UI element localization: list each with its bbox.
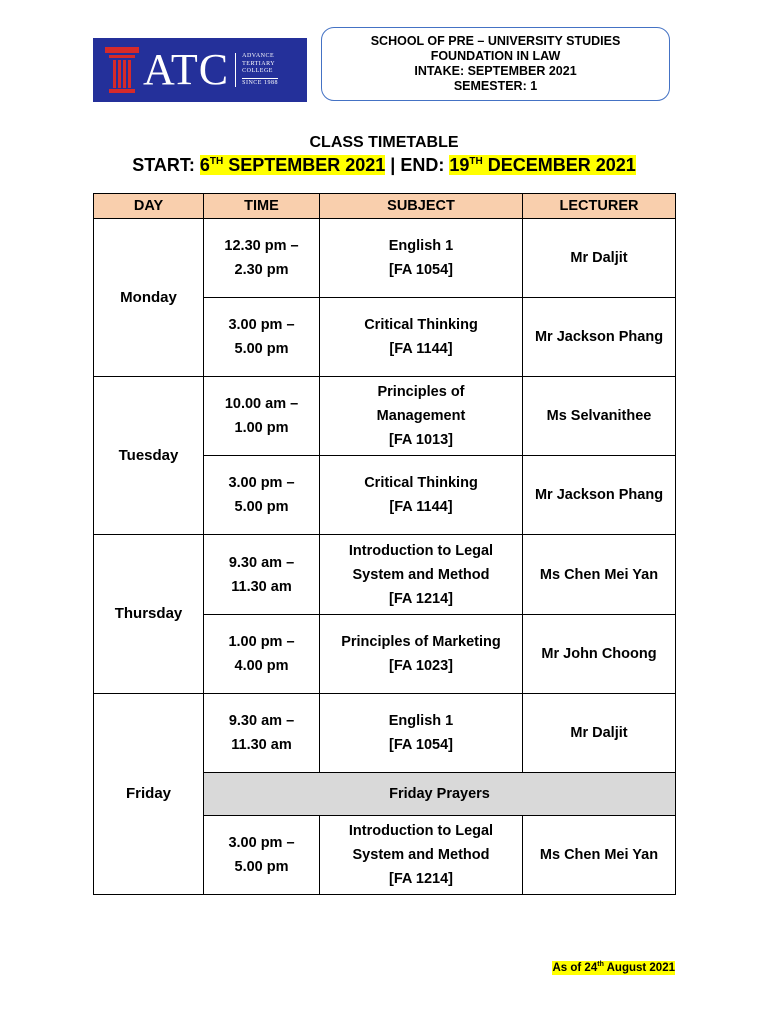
time-cell: 3.00 pm – 5.00 pm bbox=[204, 298, 320, 377]
as-of-date: As of 24th August 2021 bbox=[552, 961, 675, 974]
school-name: SCHOOL OF PRE – UNIVERSITY STUDIES bbox=[370, 34, 621, 48]
date-range: START: 6TH SEPTEMBER 2021 | END: 19TH DECEMBER 2021 bbox=[132, 155, 636, 175]
table-row bbox=[94, 377, 676, 456]
semester: SEMESTER: 1 bbox=[453, 79, 538, 93]
table-row bbox=[94, 535, 676, 615]
lecturer-cell: Mr Daljit bbox=[523, 694, 676, 773]
day-cell: Monday bbox=[94, 219, 204, 377]
start-date: 6TH SEPTEMBER 2021 bbox=[199, 155, 386, 175]
lecturer-cell: Mr John Choong bbox=[523, 615, 676, 694]
subject-cell: Critical Thinking [FA 1144] bbox=[320, 456, 523, 535]
intake: INTAKE: SEPTEMBER 2021 bbox=[414, 64, 577, 78]
time-cell: 12.30 pm – 2.30 pm bbox=[204, 219, 320, 298]
time-cell: 10.00 am – 1.00 pm bbox=[204, 377, 320, 456]
logo-subtitle: ADVANCE TERTIARY COLLEGE SINCE 1988 bbox=[235, 53, 278, 87]
subject-cell: Introduction to Legal System and Method [FA 1214] bbox=[320, 816, 523, 895]
day-cell: Friday bbox=[94, 694, 204, 895]
timetable bbox=[93, 193, 676, 895]
subject-cell: Principles of Management [FA 1013] bbox=[320, 377, 523, 456]
college-logo bbox=[93, 38, 307, 102]
time-cell: 9.30 am – 11.30 am bbox=[204, 535, 320, 615]
lecturer-cell: Ms Chen Mei Yan bbox=[523, 816, 676, 895]
header-lecturer: LECTURER bbox=[523, 194, 676, 219]
day-cell: Tuesday bbox=[94, 377, 204, 535]
time-cell: 3.00 pm – 5.00 pm bbox=[204, 456, 320, 535]
header-time: TIME bbox=[204, 194, 320, 219]
day-cell: Thursday bbox=[94, 535, 204, 694]
programme-name: FOUNDATION IN LAW bbox=[430, 49, 561, 63]
program-info-box bbox=[321, 27, 670, 101]
table-row bbox=[94, 219, 676, 298]
page-title: CLASS TIMETABLE bbox=[309, 134, 459, 151]
table-header-row bbox=[94, 194, 676, 219]
logo-since: SINCE 1988 bbox=[242, 79, 278, 86]
pillar-icon bbox=[105, 47, 139, 93]
lecturer-cell: Ms Chen Mei Yan bbox=[523, 535, 676, 615]
logo-brand: ATC bbox=[143, 45, 230, 94]
lecturer-cell: Mr Jackson Phang bbox=[523, 456, 676, 535]
time-cell: 3.00 pm – 5.00 pm bbox=[204, 816, 320, 895]
table-row bbox=[94, 694, 676, 773]
end-date: 19TH DECEMBER 2021 bbox=[449, 155, 636, 175]
subject-cell: English 1 [FA 1054] bbox=[320, 219, 523, 298]
lecturer-cell: Ms Selvanithee bbox=[523, 377, 676, 456]
time-cell: 9.30 am – 11.30 am bbox=[204, 694, 320, 773]
header-day: DAY bbox=[94, 194, 204, 219]
lecturer-cell: Mr Jackson Phang bbox=[523, 298, 676, 377]
subject-cell: Introduction to Legal System and Method [FA 1214] bbox=[320, 535, 523, 615]
time-cell: 1.00 pm – 4.00 pm bbox=[204, 615, 320, 694]
lecturer-cell: Mr Daljit bbox=[523, 219, 676, 298]
header-subject: SUBJECT bbox=[320, 194, 523, 219]
subject-cell: Principles of Marketing [FA 1023] bbox=[320, 615, 523, 694]
subject-cell: English 1 [FA 1054] bbox=[320, 694, 523, 773]
subject-cell: Critical Thinking [FA 1144] bbox=[320, 298, 523, 377]
friday-prayers-cell: Friday Prayers bbox=[204, 773, 676, 816]
